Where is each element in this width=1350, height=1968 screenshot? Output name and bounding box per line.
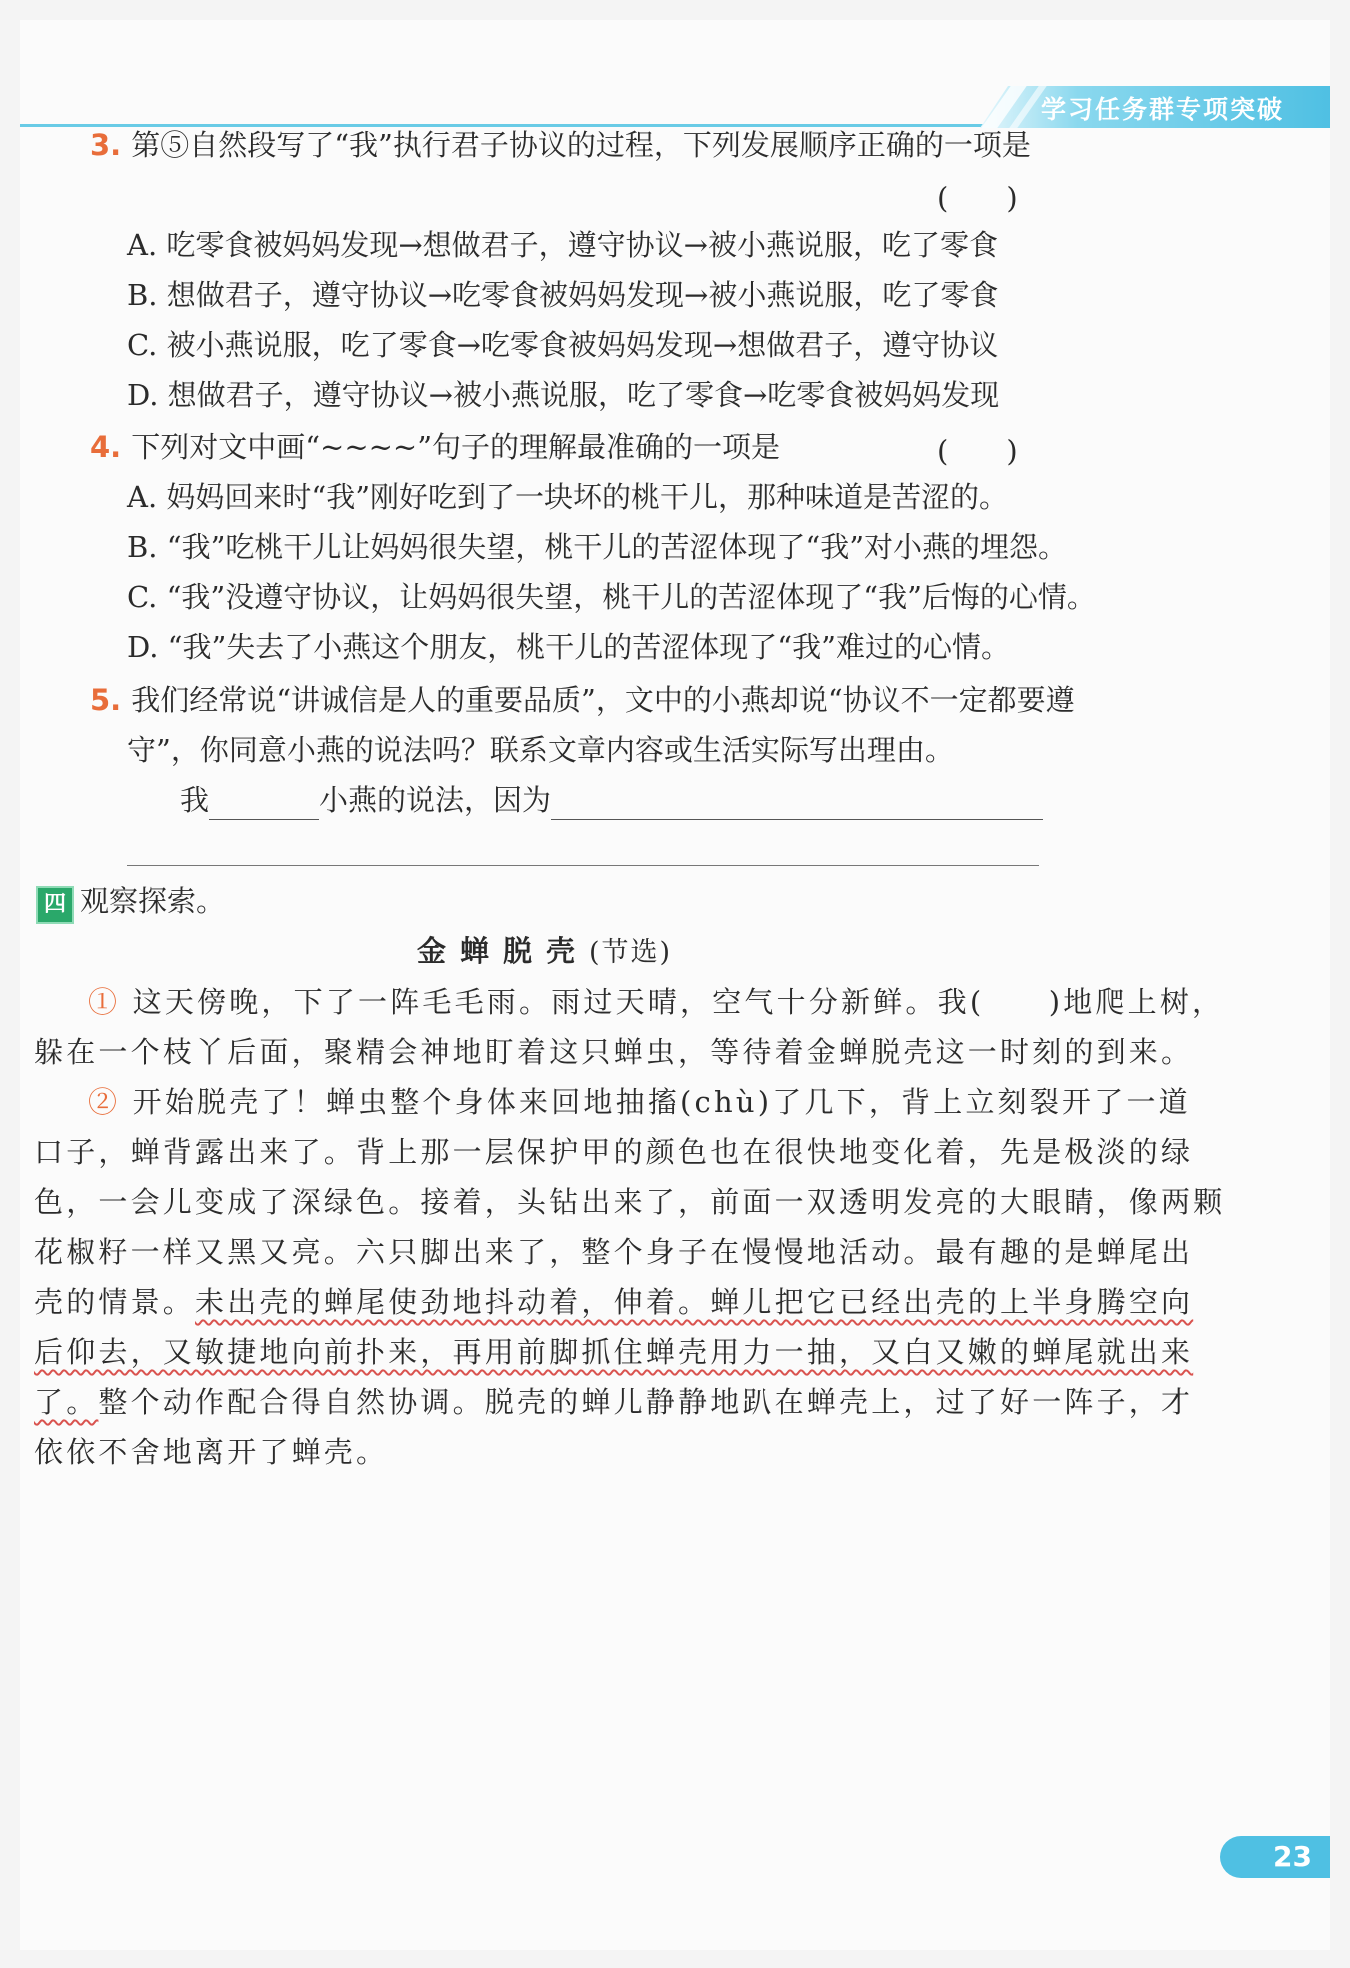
- question-3-stem: [90, 125, 1031, 165]
- paragraph-2-line: [34, 1332, 1193, 1372]
- question-text: 第⑤自然段写了“我”执行君子协议的过程，下列发展顺序正确的一项是: [131, 128, 1031, 162]
- question-4-stem: [90, 427, 780, 467]
- paragraph-text: 壳的情景。: [34, 1285, 196, 1319]
- answer-paren[interactable]: ( ): [937, 434, 1018, 468]
- paragraph-2-line: 依依不舍地离开了蝉壳。: [34, 1435, 389, 1469]
- paragraph-2-line: [34, 1382, 1193, 1422]
- option-a[interactable]: A. 吃零食被妈妈发现→想做君子，遵守协议→被小燕说服，吃了零食: [127, 228, 998, 262]
- answer-paren[interactable]: ( ): [937, 181, 1018, 215]
- answer-blank[interactable]: [209, 785, 319, 820]
- article-title: 金蝉脱壳: [417, 934, 590, 968]
- paragraph-2-line: [88, 1082, 1191, 1122]
- option-d[interactable]: D. 想做君子，遵守协议→被小燕说服，吃了零食→吃零食被妈妈发现: [127, 378, 1000, 412]
- question-number: 4.: [90, 430, 122, 464]
- article-subtitle: (节选): [589, 937, 673, 968]
- answer-line[interactable]: [127, 865, 1039, 866]
- section-title: 观察探索。: [80, 884, 226, 918]
- question-text-cont: 守”，你同意小燕的说法吗？联系文章内容或生活实际写出理由。: [127, 733, 954, 767]
- option-c[interactable]: C. “我”没遵守协议，让妈妈很失望，桃干儿的苦涩体现了“我”后悔的心情。: [127, 580, 1096, 614]
- paragraph-2-line: 口子，蝉背露出来了。背上那一层保护甲的颜色也在很快地变化着，先是极淡的绿: [34, 1135, 1194, 1169]
- question-5-stem: [90, 680, 1075, 720]
- question-number: 3.: [90, 128, 122, 162]
- question-number: 5.: [90, 683, 122, 717]
- paragraph-2-line: 花椒籽一样又黑又亮。六只脚出来了，整个身子在慢慢地活动。最有趣的是蝉尾出: [34, 1235, 1194, 1269]
- paragraph-text: 开始脱壳了！蝉虫整个身体来回地抽搐(chù)了几下，背上立刻裂开了一道: [132, 1085, 1191, 1119]
- fill-in-line: [180, 780, 1043, 820]
- wavy-underlined-sentence: 了。: [34, 1385, 99, 1419]
- paragraph-1-line: 躲在一个枝丫后面，聚精会神地盯着这只蝉虫，等待着金蝉脱壳这一时刻的到来。: [34, 1035, 1194, 1069]
- page-number: 23: [1273, 1840, 1312, 1873]
- option-c[interactable]: C. 被小燕说服，吃了零食→吃零食被妈妈发现→想做君子，遵守协议: [127, 328, 999, 362]
- question-text: 我们经常说“讲诚信是人的重要品质”，文中的小燕却说“协议不一定都要遵: [131, 683, 1075, 717]
- option-b[interactable]: B. 想做君子，遵守协议→吃零食被妈妈发现→被小燕说服，吃了零食: [127, 278, 999, 312]
- paragraph-1-line: [88, 982, 1224, 1022]
- question-text: 下列对文中画“~~~~”句子的理解最准确的一项是: [131, 430, 781, 464]
- article-title-line: [417, 931, 672, 973]
- paragraph-number: ②: [88, 1085, 121, 1119]
- paragraph-2-line: [34, 1282, 1193, 1322]
- paragraph-text: 整个动作配合得自然协调。脱壳的蝉儿静静地趴在蝉壳上，过了好一阵子，才: [98, 1385, 1194, 1419]
- answer-blank[interactable]: [551, 785, 1043, 820]
- section-badge: 四: [36, 886, 74, 924]
- wavy-underlined-sentence: 未出壳的蝉尾使劲地抖动着，伸着。蝉儿把它已经出壳的上半身腾空向: [195, 1285, 1194, 1319]
- paragraph-number: ①: [88, 985, 121, 1019]
- paragraph-2-line: 色，一会儿变成了深绿色。接着，头钻出来了，前面一双透明发亮的大眼睛，像两颗: [34, 1185, 1226, 1219]
- fill-prefix: 我: [180, 783, 210, 817]
- workbook-page: [20, 20, 1330, 1950]
- option-b[interactable]: B. “我”吃桃干儿让妈妈很失望，桃干儿的苦涩体现了“我”对小燕的埋怨。: [127, 530, 1068, 564]
- fill-middle: 小燕的说法，因为: [319, 783, 552, 817]
- paragraph-text: 这天傍晚，下了一阵毛毛雨。雨过天晴，空气十分新鲜。我( )地爬上树，: [132, 985, 1225, 1019]
- header-banner-text: 学习任务群专项突破: [1040, 95, 1284, 124]
- option-a[interactable]: A. 妈妈回来时“我”刚好吃到了一块坏的桃干儿，那种味道是苦涩的。: [127, 480, 1009, 514]
- wavy-underlined-sentence: 后仰去，又敏捷地向前扑来，再用前脚抓住蝉壳用力一抽，又白又嫩的蝉尾就出来: [34, 1335, 1194, 1369]
- option-d[interactable]: D. “我”失去了小燕这个朋友，桃干儿的苦涩体现了“我”难过的心情。: [127, 630, 1010, 664]
